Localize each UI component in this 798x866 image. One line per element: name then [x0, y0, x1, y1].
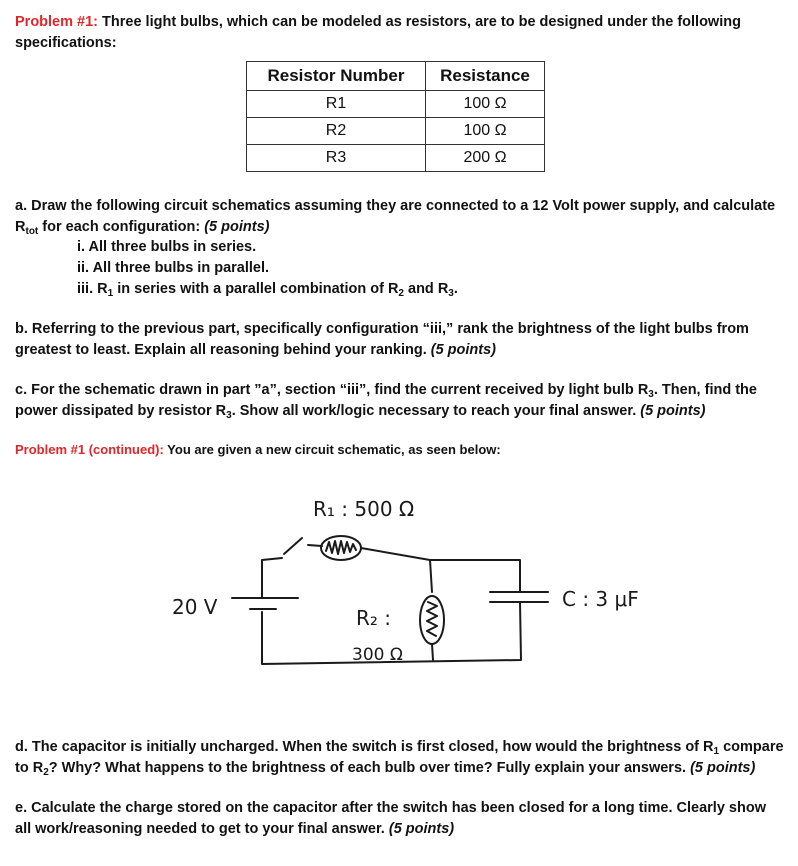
part-e-line1: e. Calculate the charge stored on the capacitor after the switch has been closed for a long time. Clearly show — [15, 800, 766, 816]
table-row — [247, 118, 545, 145]
r2-label-top: R₂ : — [356, 606, 392, 630]
r2-resistor-icon — [427, 602, 437, 636]
part-a-item-2: ii. All three bulbs in parallel. — [77, 260, 270, 276]
part-b-line2: greatest to least. Explain all reasoning behind your ranking. (5 points) — [15, 342, 497, 358]
wire-to-r1 — [308, 545, 322, 546]
table-header-row — [247, 62, 545, 91]
part-c-line2: power dissipated by resistor $R_3$. Show all work/logic necessary to reach your final answer. (5 points) — [15, 403, 706, 421]
r1-resistor-icon — [326, 541, 356, 554]
resistor-value: 100 Ω — [426, 118, 545, 145]
part-d-points: (5 points) — [690, 760, 756, 776]
table-row — [247, 91, 545, 118]
header-resistor-number: Resistor Number — [247, 62, 426, 91]
resistor-table — [246, 61, 545, 172]
part-a-item-1: i. All three bulbs in series. — [77, 239, 257, 255]
left-top-wire — [262, 558, 282, 598]
r2-top-wire — [430, 560, 432, 592]
top-right-wire — [361, 548, 520, 592]
r2-label-bottom: 300 Ω — [352, 645, 403, 665]
switch-icon — [284, 538, 302, 554]
part-a-line2: $R_{tot}$ for each configuration: (5 points) — [15, 219, 270, 237]
r2-bottom-wire — [432, 644, 433, 660]
intro-line1: Three light bulbs, which can be modeled as resistors, are to be designed under the following — [102, 14, 741, 30]
part-a-line1: a. Draw the following circuit schematics assuming they are connected to a 12 Volt power supply, and calculate — [15, 198, 776, 214]
resistor-name: R1 — [247, 91, 426, 118]
continued-text: You are given a new circuit schematic, as seen below: — [163, 442, 501, 457]
resistor-value: 200 Ω — [426, 145, 545, 172]
r1-label: R₁ : 500 Ω — [313, 497, 415, 521]
header-resistance: Resistance — [426, 62, 545, 91]
part-d-line1: d. The capacitor is initially uncharged. When the switch is first closed, how would the brightness of $R_1$ compare — [15, 739, 784, 757]
part-c-points: (5 points) — [640, 403, 706, 419]
resistor-value: 100 Ω — [426, 91, 545, 118]
circuit-diagram — [0, 480, 798, 700]
part-b-points: (5 points) — [430, 342, 497, 358]
problem-label: Problem #1: — [15, 14, 98, 30]
resistor-name: R3 — [247, 145, 426, 172]
part-c-line1: c. For the schematic drawn in part ”a”, section “iii”, find the current received by light bulb $R_3$. Then, find the — [15, 382, 757, 400]
table-row — [247, 145, 545, 172]
part-e-points: (5 points) — [388, 821, 455, 837]
part-a-item-3: iii. $R_1$ in series with a parallel combination of $R_2$ and $R_3$. — [77, 281, 458, 299]
part-d-line2: to $R_2$? Why? What happens to the brightness of each bulb over time? Fully explain your answers. (5 points) — [15, 760, 756, 778]
continued-label: Problem #1 (continued): — [15, 442, 164, 457]
capacitor-label: C : 3 μF — [562, 587, 639, 611]
part-e-line2: all work/reasoning needed to get to your final answer. (5 points) — [15, 821, 455, 837]
intro-line2: specifications: — [15, 35, 117, 51]
resistor-name: R2 — [247, 118, 426, 145]
continued-line — [15, 441, 501, 459]
part-b-line1: b. Referring to the previous part, specifically configuration “iii,” rank the brightness of the light bulbs from — [15, 321, 749, 337]
part-a-points: (5 points) — [204, 219, 270, 235]
problem-intro — [15, 12, 795, 33]
voltage-label: 20 V — [172, 595, 218, 619]
